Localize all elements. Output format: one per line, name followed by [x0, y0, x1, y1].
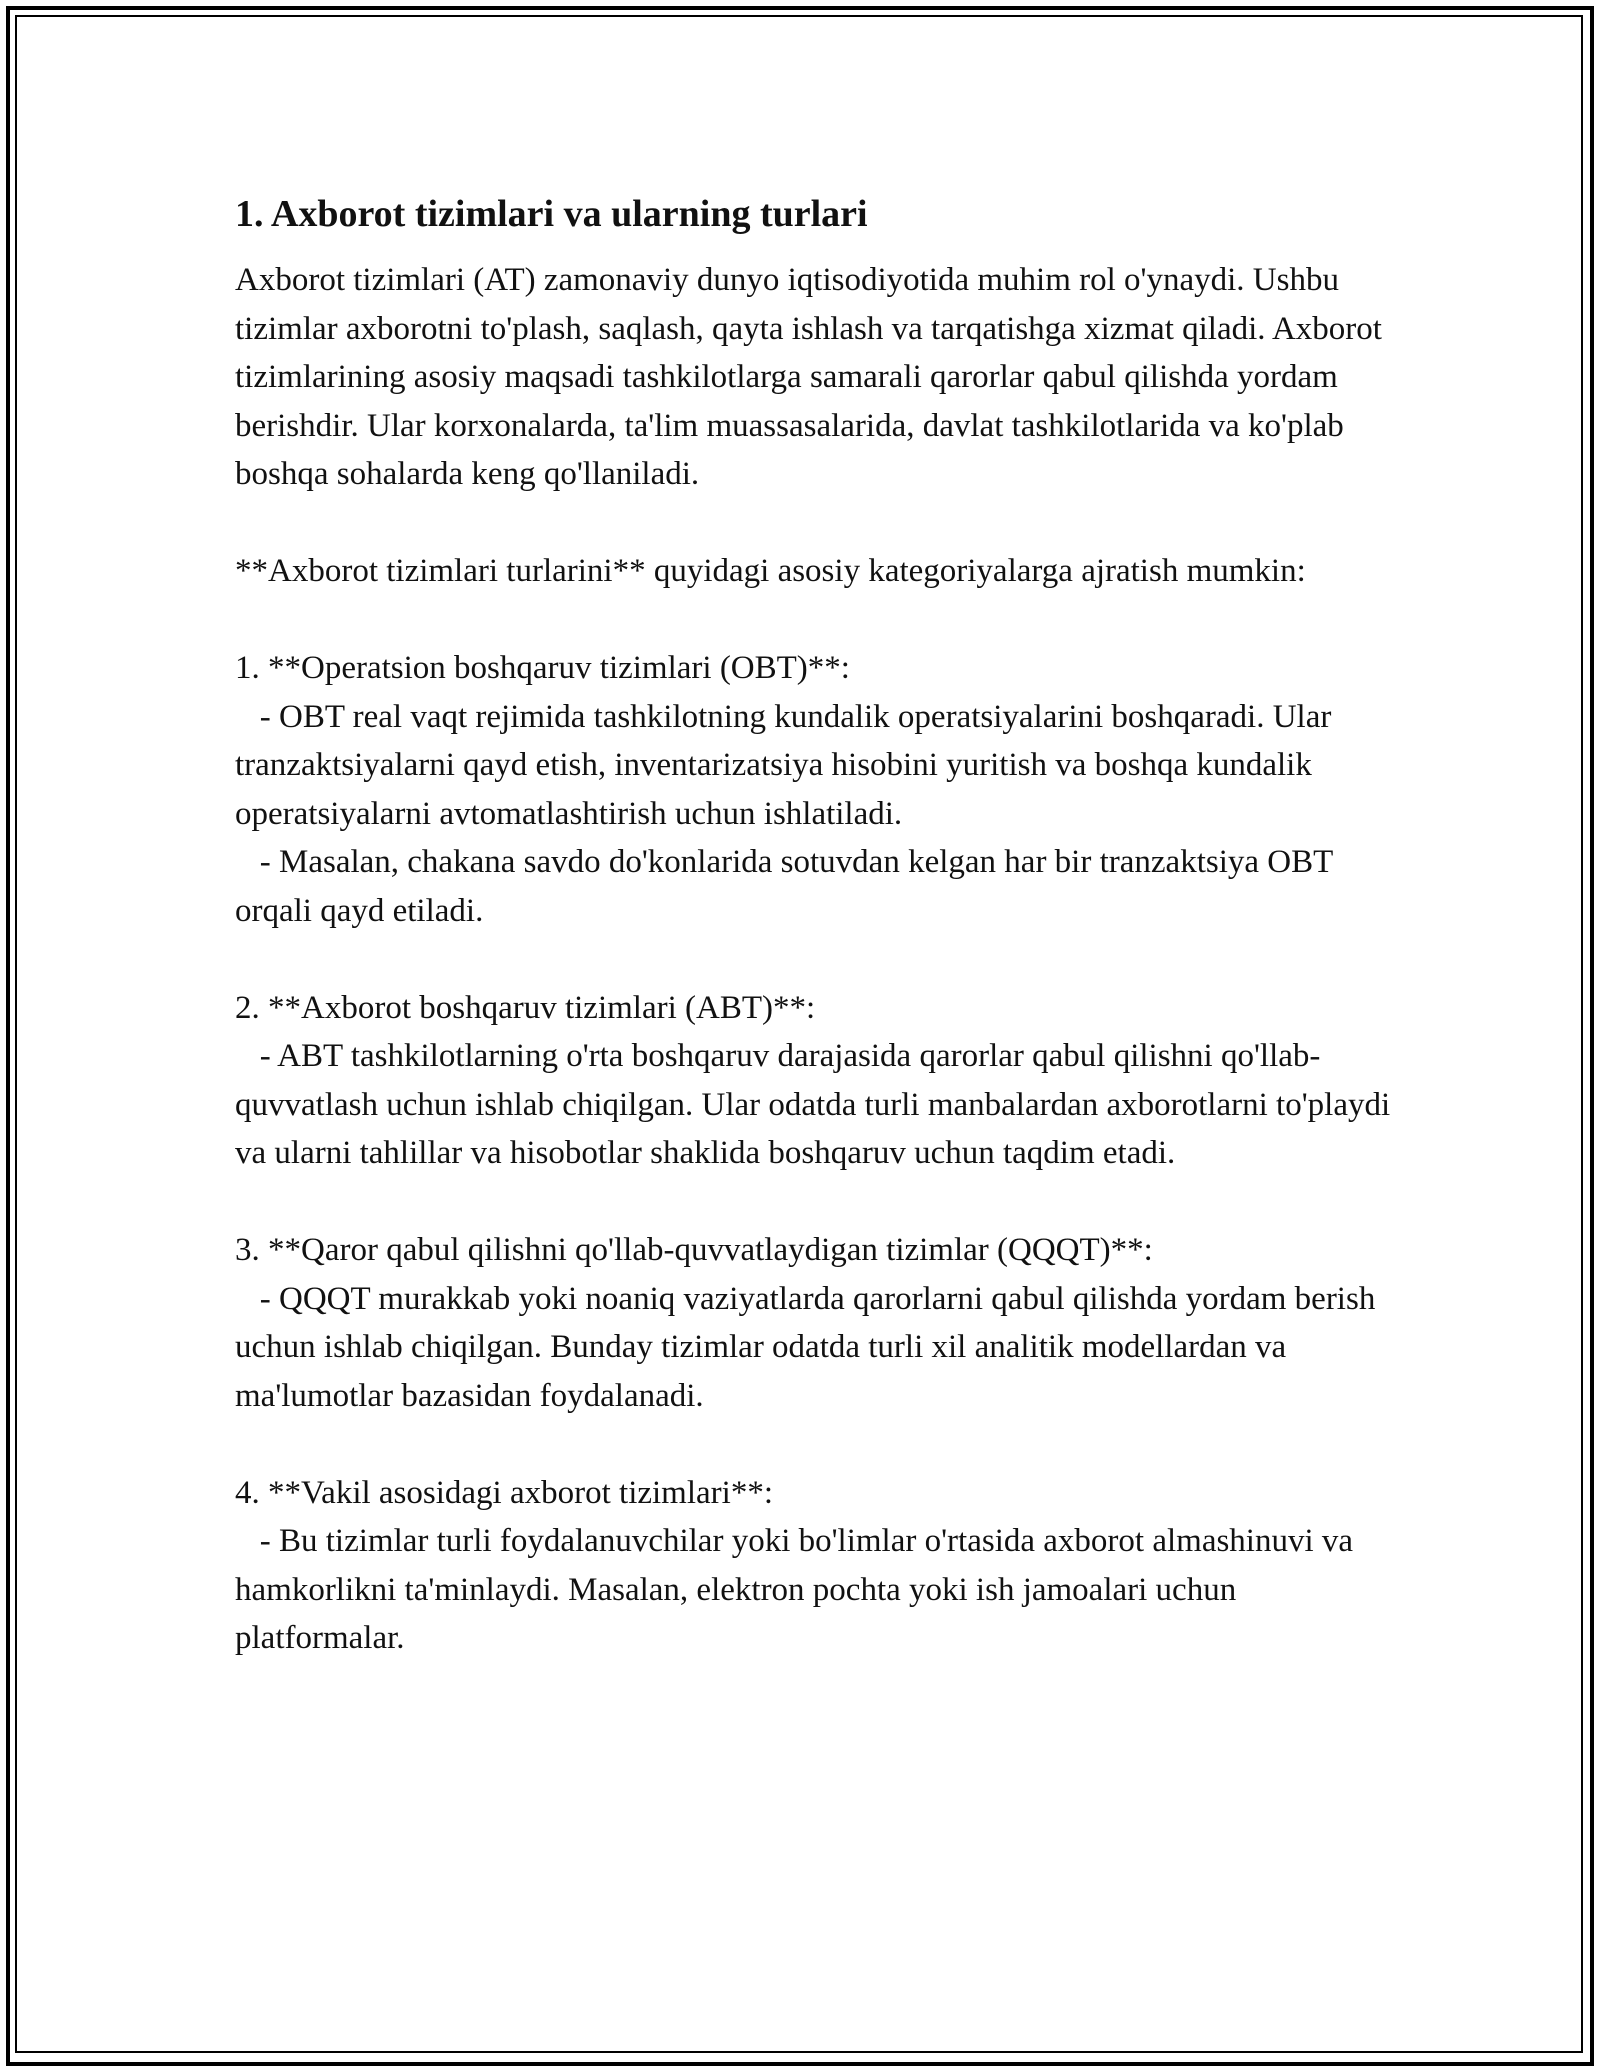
- section-obt: [235, 644, 1400, 935]
- section-vakil: [235, 1469, 1400, 1663]
- document-title: 1. Axborot tizimlari va ularning turlari: [235, 193, 868, 235]
- paragraph-gap: [235, 1420, 1400, 1469]
- section-line: - OBT real vaqt rejimida tashkilotning kundalik operatsiyalarini boshqaradi. Ular tranzaktsiyalarni qayd etish, inventarizatsiya hisobini yuritish va boshqa kundalik operatsiyalarni avtomatlashtirish uchun ishlatiladi.: [235, 698, 1340, 832]
- section-line: - Bu tizimlar turli foydalanuvchilar yoki bo'limlar o'rtasida axborot almashinuvi va hamkorlikni ta'minlaydi. Masalan, elektron pochta yoki ish jamoalari uchun platformalar.: [235, 1523, 1362, 1656]
- intro-paragraph: Axborot tizimlari (AT) zamonaviy dunyo iqtisodiyotida muhim rol o'ynaydi. Ushbu tizimlar axborotni to'plash, saqlash, qayta ishlash va tarqatishga xizmat qiladi. Axborot tizimlarining asosiy maqsadi tashkilotlarga samarali qarorlar qabul qilishda yordam berishdir. Ular korxonalarda, ta'lim muassasalarida, davlat tashkilotlarida va ko'plab boshqa sohalarda keng qo'llaniladi.: [235, 262, 1382, 492]
- paragraph-gap: [235, 596, 1400, 645]
- paragraph-gap: [235, 499, 1400, 548]
- section-line: - QQQT murakkab yoki noaniq vaziyatlarda qarorlarni qabul qilishda yordam berish uchun ishlab chiqilgan. Bunday tizimlar odatda turli xil analitik modellardan va ma'lumotlar bazasidan foydalanadi.: [235, 1280, 1384, 1414]
- lead-paragraph: **Axborot tizimlari turlarini** quyidagi asosiy kategoriyalarga ajratish mumkin:: [235, 553, 1306, 589]
- section-line: - Masalan, chakana savdo do'konlarida sotuvdan kelgan har bir tranzaktsiya OBT orqali qayd etiladi.: [235, 844, 1341, 929]
- paragraph-gap: [235, 935, 1400, 984]
- paragraph-gap: [235, 1178, 1400, 1227]
- section-heading: 3. **Qaror qabul qilishni qo'llab-quvvatlaydigan tizimlar (QQQT)**:: [235, 1232, 1153, 1268]
- section-heading: 4. **Vakil asosidagi axborot tizimlari**:: [235, 1474, 773, 1511]
- section-abt: [235, 984, 1400, 1178]
- section-qqqt: [235, 1226, 1400, 1420]
- section-heading: 2. **Axborot boshqaruv tizimlari (ABT)**:: [235, 989, 816, 1026]
- document-body: [235, 188, 1400, 1663]
- section-heading: 1. **Operatsion boshqaruv tizimlari (OBT)**:: [235, 650, 850, 686]
- section-line: - ABT tashkilotlarning o'rta boshqaruv darajasida qarorlar qabul qilishni qo'llab-quvvatlash uchun ishlab chiqilgan. Ular odatda turli manbalardan axborotlarni to'playdi va ularni tahlillar va hisobotlar shaklida boshqaruv uchun taqdim etadi.: [235, 1038, 1399, 1171]
